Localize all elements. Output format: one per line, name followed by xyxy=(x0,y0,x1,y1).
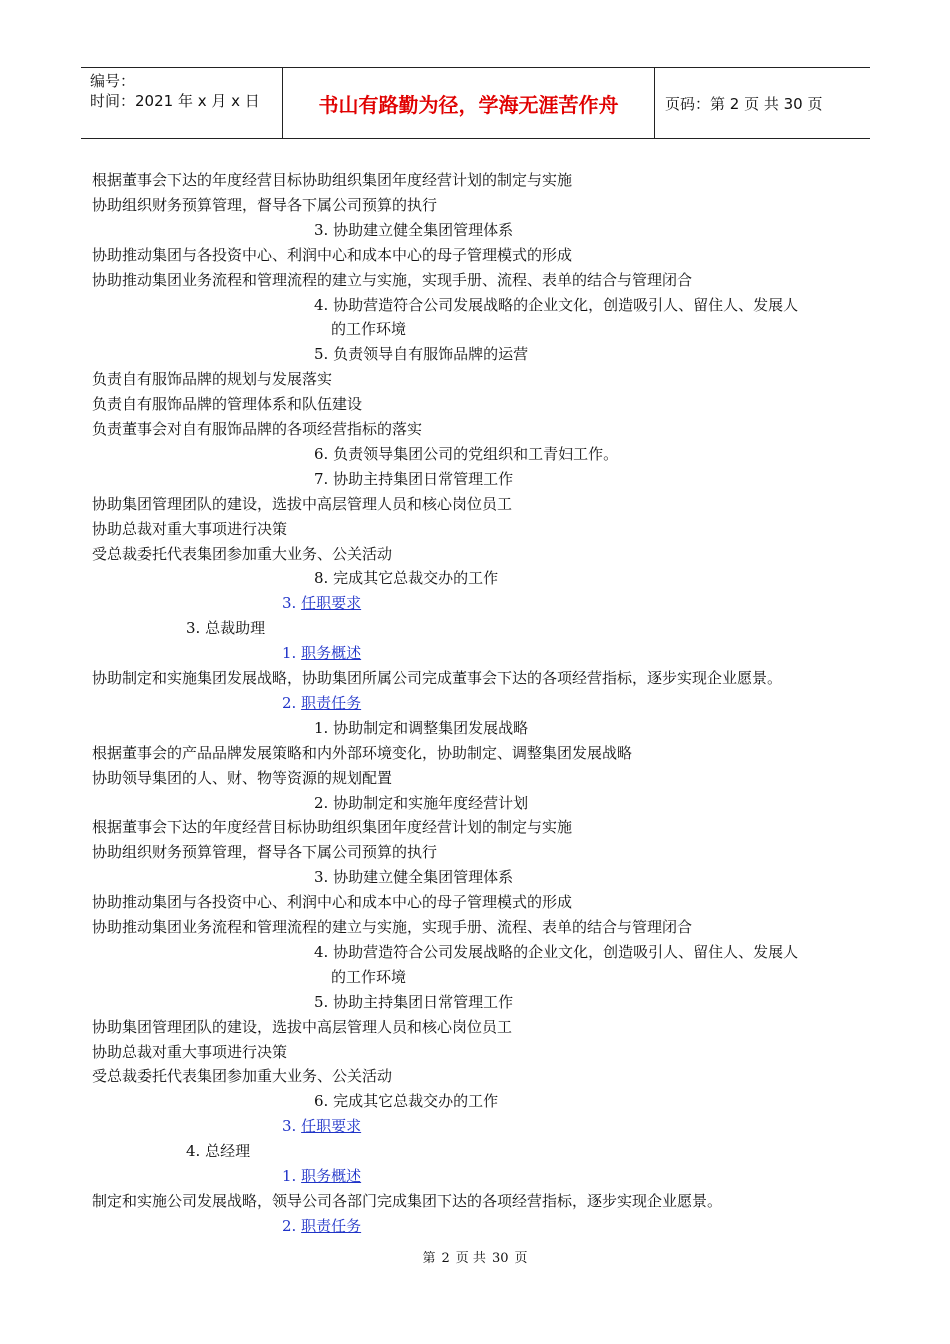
body-line: 协助组织财务预算管理，督导各下属公司预算的执行 xyxy=(92,843,438,862)
toc-link[interactable] xyxy=(282,1166,361,1186)
body-line: 制定和实施公司发展战略，领导公司各部门完成集团下达的各项经营指标，逐步实现企业愿景。 xyxy=(92,1191,723,1210)
toc-link[interactable] xyxy=(282,1116,361,1136)
toc-link-number: 2. xyxy=(282,1216,302,1235)
body-line: 协助集团管理团队的建设，选拔中高层管理人员和核心岗位员工 xyxy=(92,1017,513,1036)
body-line: 协助总裁对重大事项进行决策 xyxy=(92,519,288,538)
numbered-item: 4. 协助营造符合公司发展战略的企业文化，创造吸引人、留住人、发展人 xyxy=(314,295,799,314)
header-page-label: 页码：第 2 页 共 30 页 xyxy=(665,94,823,113)
header-motto: 书山有路勤为径，学海无涯苦作舟 xyxy=(283,68,655,138)
toc-link-text[interactable]: 职务概述 xyxy=(301,1167,362,1185)
body-line: 协助集团管理团队的建设，选拔中高层管理人员和核心岗位员工 xyxy=(92,494,513,513)
numbered-item: 6. 负责领导集团公司的党组织和工青妇工作。 xyxy=(314,444,619,463)
numbered-item: 5. 负责领导自有服饰品牌的运营 xyxy=(314,345,529,364)
numbered-item: 7. 协助主持集团日常管理工作 xyxy=(314,469,514,488)
doc-date-label: 时间：2021 年 x 月 x 日 xyxy=(90,92,260,110)
body-line: 根据董事会的产品品牌发展策略和内外部环境变化，协助制定、调整集团发展战略 xyxy=(92,743,633,762)
toc-link-number: 1. xyxy=(282,644,302,663)
body-line: 协助推动集团业务流程和管理流程的建立与实施，实现手册、流程、表单的结合与管理闭合 xyxy=(92,918,693,936)
numbered-item: 4. 协助营造符合公司发展战略的企业文化，创造吸引人、留住人、发展人 xyxy=(314,942,799,961)
footer-page-number: 2 xyxy=(441,1251,450,1266)
numbered-item: 6. 完成其它总裁交办的工作 xyxy=(314,1092,499,1111)
numbered-item: 5. 协助主持集团日常管理工作 xyxy=(314,992,514,1011)
body-line: 根据董事会下达的年度经营目标协助组织集团年度经营计划的制定与实施 xyxy=(92,818,573,837)
body-line: 协助推动集团与各投资中心、利润中心和成本中心的母子管理模式的形成 xyxy=(92,893,573,912)
toc-link-text[interactable]: 职责任务 xyxy=(301,693,362,712)
toc-link-text[interactable]: 职务概述 xyxy=(301,644,362,663)
numbered-item: 3. 协助建立健全集团管理体系 xyxy=(314,220,514,239)
numbered-item: 8. 完成其它总裁交办的工作 xyxy=(314,569,499,588)
numbered-item: 的工作环境 xyxy=(331,967,407,986)
body-line: 负责董事会对自有服饰品牌的各项经营指标的落实 xyxy=(92,420,423,438)
section-heading: 4. 总经理 xyxy=(186,1142,251,1161)
section-heading: 3. 总裁助理 xyxy=(186,619,266,638)
header-meta xyxy=(81,68,283,138)
page-header xyxy=(81,67,870,139)
footer-suffix: 页 xyxy=(514,1251,528,1266)
footer-prefix: 第 xyxy=(422,1251,436,1266)
body-line: 协助推动集团与各投资中心、利润中心和成本中心的母子管理模式的形成 xyxy=(92,245,573,264)
body-line: 协助推动集团业务流程和管理流程的建立与实施，实现手册、流程、表单的结合与管理闭合 xyxy=(92,270,693,289)
toc-link[interactable] xyxy=(282,1216,361,1236)
toc-link-text[interactable]: 任职要求 xyxy=(301,594,362,613)
toc-link[interactable] xyxy=(282,593,361,613)
body-line: 协助领导集团的人、财、物等资源的规划配置 xyxy=(92,768,393,787)
body-line: 根据董事会下达的年度经营目标协助组织集团年度经营计划的制定与实施 xyxy=(92,171,573,189)
numbered-item: 的工作环境 xyxy=(331,320,407,339)
body-line: 协助组织财务预算管理，督导各下属公司预算的执行 xyxy=(92,195,438,214)
body-line: 协助总裁对重大事项进行决策 xyxy=(92,1042,288,1061)
toc-link-text[interactable]: 任职要求 xyxy=(301,1117,362,1136)
toc-link-number: 2. xyxy=(282,693,302,712)
page-footer xyxy=(0,1247,950,1266)
toc-link[interactable] xyxy=(282,643,361,663)
footer-mid: 页 共 xyxy=(455,1251,486,1266)
toc-link[interactable] xyxy=(282,693,361,713)
body-line: 负责自有服饰品牌的管理体系和队伍建设 xyxy=(92,395,363,414)
body-line: 受总裁委托代表集团参加重大业务、公关活动 xyxy=(92,1067,393,1086)
numbered-item: 2. 协助制定和实施年度经营计划 xyxy=(314,793,529,812)
numbered-item: 1. 协助制定和调整集团发展战略 xyxy=(314,718,529,737)
body-line: 受总裁委托代表集团参加重大业务、公关活动 xyxy=(92,544,393,563)
body-line: 协助制定和实施集团发展战略，协助集团所属公司完成董事会下达的各项经营指标，逐步实现企业愿景。 xyxy=(92,669,783,687)
toc-link-text[interactable]: 职责任务 xyxy=(301,1216,362,1235)
toc-link-number: 1. xyxy=(282,1167,302,1185)
doc-code-label: 编号： xyxy=(90,72,136,90)
toc-link-number: 3. xyxy=(282,1117,302,1136)
numbered-item: 3. 协助建立健全集团管理体系 xyxy=(314,868,514,887)
footer-total-pages: 30 xyxy=(491,1251,509,1266)
toc-link-number: 3. xyxy=(282,594,302,613)
body-line: 负责自有服饰品牌的规划与发展落实 xyxy=(92,370,333,389)
